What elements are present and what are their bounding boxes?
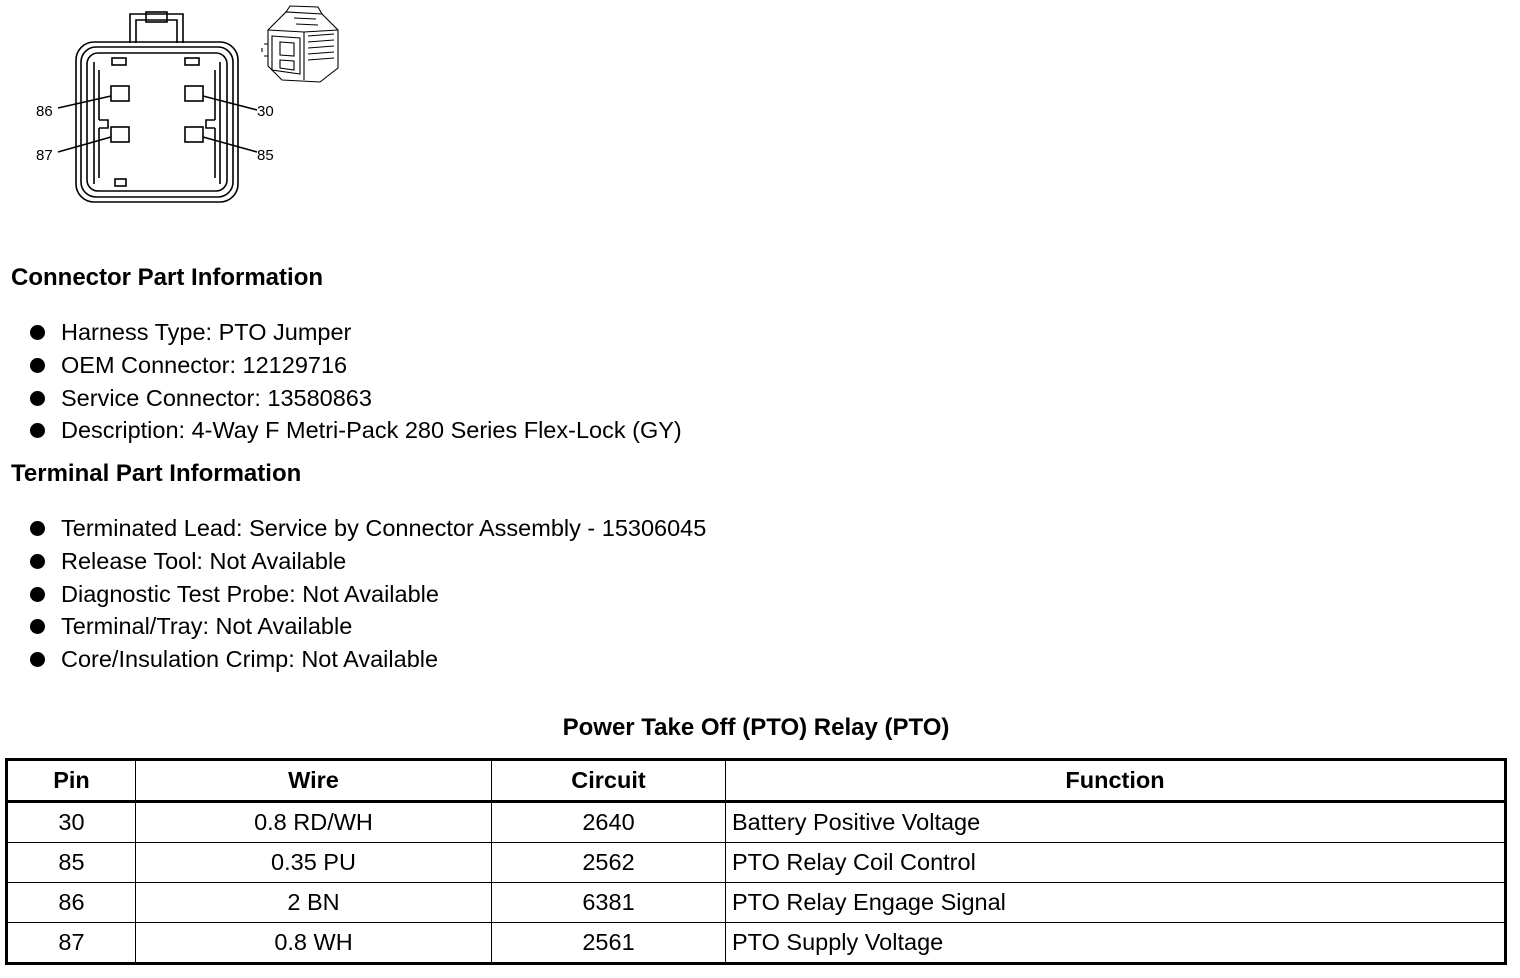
terminal-info-item: Terminal/Tray: Not Available — [30, 610, 706, 643]
table-row — [7, 802, 1506, 843]
cell-function: Battery Positive Voltage — [726, 802, 1506, 843]
table-header-row — [7, 760, 1506, 802]
cell-pin: 87 — [7, 923, 136, 964]
cavity-87 — [111, 127, 129, 142]
terminal-info-list — [30, 512, 706, 676]
cell-circuit: 6381 — [492, 883, 726, 923]
terminal-info-item: Diagnostic Test Probe: Not Available — [30, 578, 706, 611]
connector-info-item: OEM Connector: 12129716 — [30, 349, 682, 382]
column-header-pin: Pin — [7, 760, 136, 802]
connector-info-item: Description: 4-Way F Metri-Pack 280 Series Flex-Lock (GY) — [30, 414, 682, 447]
column-header-circuit: Circuit — [492, 760, 726, 802]
terminal-info-item: Core/Insulation Crimp: Not Available — [30, 643, 706, 676]
connector-info-item: Harness Type: PTO Jumper — [30, 316, 682, 349]
cell-wire: 0.8 RD/WH — [136, 802, 492, 843]
pin-label-30: 30 — [257, 103, 274, 120]
connector-info-list — [30, 316, 682, 447]
connector-info-item: Service Connector: 13580863 — [30, 382, 682, 415]
cell-pin: 86 — [7, 883, 136, 923]
terminal-info-item: Release Tool: Not Available — [30, 545, 706, 578]
connector-info-heading: Connector Part Information — [11, 264, 324, 291]
cell-wire: 0.35 PU — [136, 843, 492, 883]
cavity-30 — [185, 86, 203, 101]
cell-pin: 85 — [7, 843, 136, 883]
pin-table-title: Power Take Off (PTO) Relay (PTO) — [562, 714, 950, 741]
cell-wire: 2 BN — [136, 883, 492, 923]
cavity-85 — [185, 127, 203, 142]
pin-label-85: 85 — [257, 147, 274, 164]
cell-function: PTO Relay Engage Signal — [726, 883, 1506, 923]
column-header-wire: Wire — [136, 760, 492, 802]
column-header-function: Function — [726, 760, 1506, 802]
cell-function: PTO Relay Coil Control — [726, 843, 1506, 883]
cell-circuit: 2640 — [492, 802, 726, 843]
pin-label-86: 86 — [36, 103, 53, 120]
cell-wire: 0.8 WH — [136, 923, 492, 964]
cavity-86 — [111, 86, 129, 101]
terminal-info-item: Terminated Lead: Service by Connector Assembly - 15306045 — [30, 512, 706, 545]
connector-diagram — [0, 0, 360, 215]
table-row — [7, 883, 1506, 923]
table-row — [7, 843, 1506, 883]
cell-pin: 30 — [7, 802, 136, 843]
cell-circuit: 2561 — [492, 923, 726, 964]
cell-function: PTO Supply Voltage — [726, 923, 1506, 964]
pin-table — [5, 758, 1507, 965]
table-row — [7, 923, 1506, 964]
terminal-info-heading: Terminal Part Information — [11, 460, 302, 487]
connector-isometric-thumbnail — [262, 6, 338, 82]
pin-label-87: 87 — [36, 147, 53, 164]
connector-face-view — [58, 12, 257, 202]
cell-circuit: 2562 — [492, 843, 726, 883]
